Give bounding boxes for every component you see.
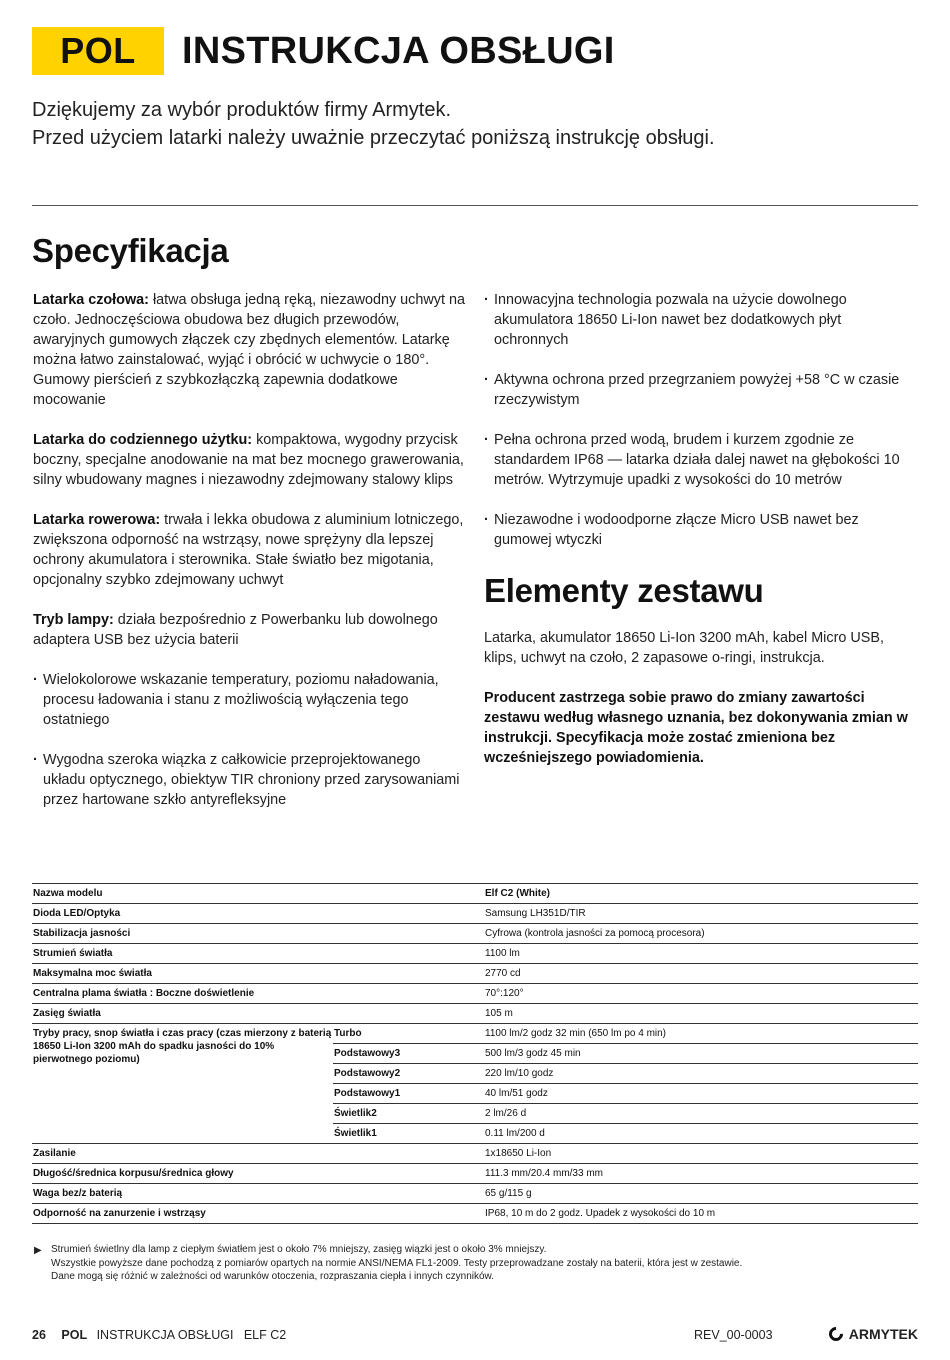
table-row	[32, 1004, 918, 1024]
row-label: Zasięg światła	[32, 1004, 484, 1024]
table-row	[32, 964, 918, 984]
spec-item-term: Latarka czołowa:	[33, 292, 149, 308]
revision-code: REV_00-0003	[694, 1328, 773, 1342]
table-row	[32, 884, 918, 904]
mode-value: 220 lm/10 godz	[484, 1064, 918, 1084]
row-value: 2770 cd	[484, 964, 918, 984]
spec-bullet: · Innowacyjna technologia pozwala na użycie dowolnego akumulatora 18650 Li-Ion nawet bez dodatkowych płyt ochronnych	[484, 290, 914, 350]
table-row	[32, 1024, 918, 1044]
mode-value: 0.11 lm/200 d	[484, 1124, 918, 1144]
mode-value: 1100 lm/2 godz 32 min (650 lm po 4 min)	[484, 1024, 918, 1044]
spec-item-text: kompaktowa, wygodny przycisk boczny, specjalne anodowanie na mat bez mocnego grawerowania, silny wbudowany magnes i niezawodny zdejmowany stalowy klips	[33, 432, 464, 488]
mode-name: Podstawowy3	[333, 1044, 484, 1064]
row-label: Centralna plama światła : Boczne doświetlenie	[32, 984, 484, 1004]
kit-section	[484, 628, 916, 788]
table-row	[32, 984, 918, 1004]
modes-label: Tryby pracy, snop światła i czas pracy (czas mierzony z baterią 18650 Li-Ion 3200 mAh do spadku jasności do 10% pierwotnego poziomu)	[32, 1024, 333, 1144]
page-header	[32, 27, 615, 75]
footer-language: POL	[61, 1328, 88, 1342]
footnote-line-2: Wszystkie powyższe dane pochodzą z pomiarów opartych na normie ANSI/NEMA FL1-2009. Testy przeprowadzane zostały na baterii, która jest w zestawie.	[51, 1257, 743, 1269]
row-value: Cyfrowa (kontrola jasności za pomocą procesora)	[484, 924, 918, 944]
page-footer	[32, 1328, 918, 1346]
spec-item-text: trwała i lekka obudowa z aluminium lotniczego, zwiększona odporność na wstrząsy, nowe sprężyny dla lepszej ochrony akumulatora i sterownika. Stałe światło bez migotania, opcjonalny szybko zdejmowany uchwyt	[33, 512, 464, 588]
brand-name: ARMYTEK	[848, 1326, 918, 1342]
mode-value: 40 lm/51 godz	[484, 1084, 918, 1104]
spec-item-text: działa bezpośrednio z Powerbanku lub dowolnego adaptera USB bez użycia baterii	[33, 612, 438, 648]
spec-item	[33, 430, 465, 490]
armytek-logo-icon	[826, 1324, 846, 1344]
spec-item-term: Tryb lampy:	[33, 612, 114, 628]
spec-right-column	[484, 290, 914, 570]
brand-logo	[829, 1326, 918, 1342]
footnote-line-3: Dane mogą się różnić w zależności od warunków otoczenia, rozpraszania ciepła i innych czynników.	[51, 1271, 494, 1282]
row-label: Dioda LED/Optyka	[32, 904, 484, 924]
spec-item-text: łatwa obsługa jedną ręką, niezawodny uchwyt na czoło. Jednoczęściowa obudowa bez długich przewodów, awaryjnych gumowych złączek czy zbędnych elementów. Latarkę można łatwo zainstalować, wyjąć i obrócić w uchwycie o 180°. Gumowy pierścień z szybkozłączką zapewnia dodatkowe mocowanie	[33, 292, 465, 408]
spec-heading: Specyfikacja	[32, 232, 229, 269]
row-value: Samsung LH351D/TIR	[484, 904, 918, 924]
row-label: Długość/średnica korpusu/średnica głowy	[32, 1164, 484, 1184]
kit-contents: Latarka, akumulator 18650 Li-Ion 3200 mAh, kabel Micro USB, klips, uchwyt na czoło, 2 zapasowe o-ringi, instrukcja.	[484, 630, 884, 666]
row-value: 70°:120°	[484, 984, 918, 1004]
spec-bullet: · Niezawodne i wodoodporne złącze Micro USB nawet bez gumowej wtyczki	[484, 510, 914, 550]
kit-heading: Elementy zestawu	[484, 572, 764, 609]
intro-line-2: Przed użyciem latarki należy uważnie przeczytać poniższą instrukcję obsługi.	[32, 127, 715, 149]
row-value: 111.3 mm/20.4 mm/33 mm	[484, 1164, 918, 1184]
spec-bullet: · Wielokolorowe wskazanie temperatury, poziomu naładowania, procesu ładowania i stanu z możliwością wyłączenia tego ostatniego	[33, 670, 465, 730]
page-number: 26	[32, 1328, 46, 1342]
table-row	[32, 904, 918, 924]
row-label: Strumień światła	[32, 944, 484, 964]
row-label: Maksymalna moc światła	[32, 964, 484, 984]
spec-bullet: · Pełna ochrona przed wodą, brudem i kurzem zgodnie ze standardem IP68 — latarka działa dalej nawet na głębokości 10 metrów. Wytrzymuje upadki z wysokości do 10 metrów	[484, 430, 914, 490]
row-value: 1100 lm	[484, 944, 918, 964]
spec-item	[33, 510, 465, 590]
table-row	[32, 924, 918, 944]
row-label: Stabilizacja jasności	[32, 924, 484, 944]
table-row	[32, 944, 918, 964]
row-label: Waga bez/z baterią	[32, 1184, 484, 1204]
triangle-bullet-icon: ▶	[34, 1245, 42, 1256]
mode-name: Turbo	[333, 1024, 484, 1044]
table-row	[32, 1144, 918, 1164]
row-value: 105 m	[484, 1004, 918, 1024]
row-value: IP68, 10 m do 2 godz. Upadek z wysokości do 10 m	[484, 1204, 918, 1224]
footnote-line-1: Strumień świetlny dla lamp z ciepłym światłem jest o około 7% mniejszy, zasięg wiązki jest o około 3% mniejszy.	[51, 1244, 547, 1255]
footer-document-title: INSTRUKCJA OBSŁUGI ELF C2	[96, 1328, 287, 1342]
row-value: 65 g/115 g	[484, 1184, 918, 1204]
row-label: Zasilanie	[32, 1144, 484, 1164]
row-label: Odporność na zanurzenie i wstrząsy	[32, 1204, 484, 1224]
spec-bullet: · Aktywna ochrona przed przegrzaniem powyżej +58 °C w czasie rzeczywistym	[484, 370, 914, 410]
mode-name: Świetlik1	[333, 1124, 484, 1144]
spec-item	[33, 610, 465, 650]
mode-name: Podstawowy1	[333, 1084, 484, 1104]
table-row	[32, 1164, 918, 1184]
spec-item	[33, 290, 465, 410]
kit-disclaimer: Producent zastrzega sobie prawo do zmiany zawartości zestawu według własnego uznania, bez dokonywania zmian w instrukcji. Specyfikacja może zostać zmieniona bez wcześniejszego powiadomienia.	[484, 690, 908, 766]
spec-item-term: Latarka rowerowa:	[33, 512, 161, 528]
spec-item-term: Latarka do codziennego użytku:	[33, 432, 253, 448]
table-row	[32, 1184, 918, 1204]
mode-name: Świetlik2	[333, 1104, 484, 1124]
spec-bullet: · Wygodna szeroka wiązka z całkowicie przeprojektowanego układu optycznego, obiektyw TIR chroniony przed zarysowaniami przez hartowane szkło antyrefleksyjne	[33, 750, 465, 810]
row-value: Elf C2 (White)	[484, 884, 918, 904]
mode-value: 2 lm/26 d	[484, 1104, 918, 1124]
language-badge: POL	[32, 27, 164, 75]
mode-value: 500 lm/3 godz 45 min	[484, 1044, 918, 1064]
intro-text	[32, 96, 715, 152]
table-row	[32, 1204, 918, 1224]
spec-table	[32, 883, 918, 1224]
divider	[32, 205, 918, 206]
row-value: 1x18650 Li-Ion	[484, 1144, 918, 1164]
page-title: INSTRUKCJA OBSŁUGI	[182, 29, 615, 72]
row-label: Nazwa modelu	[32, 884, 484, 904]
footnote	[34, 1243, 742, 1284]
mode-name: Podstawowy2	[333, 1064, 484, 1084]
spec-left-column	[33, 290, 465, 830]
intro-line-1: Dziękujemy za wybór produktów firmy Armytek.	[32, 99, 452, 121]
